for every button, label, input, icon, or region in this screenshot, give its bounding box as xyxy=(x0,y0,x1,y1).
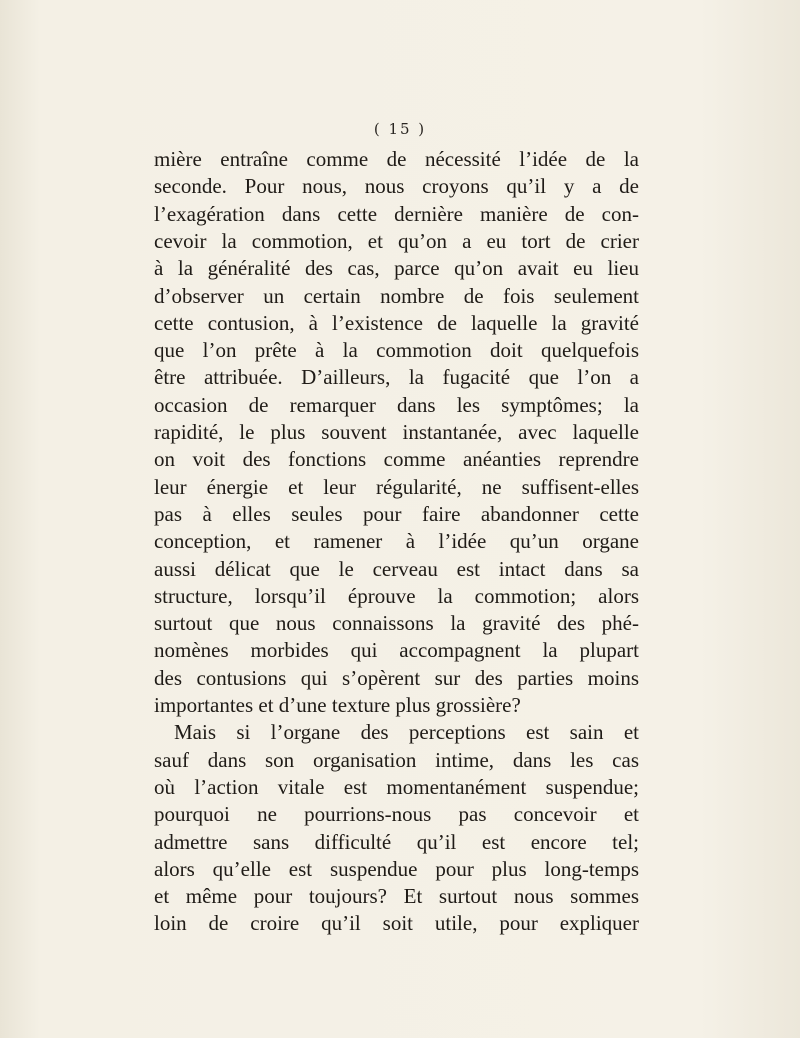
text-line: leur énergie et leur régularité, ne suffisent-elles xyxy=(154,474,639,499)
text-line: importantes et d’une texture plus grossière? xyxy=(154,693,521,717)
text-line: conception, et ramener à l’idée qu’un organe xyxy=(154,529,639,554)
text-line: admettre sans difficulté qu’il est encore tel; xyxy=(154,829,639,854)
text-line: sauf dans son organisation intime, dans les cas xyxy=(154,747,639,772)
text-line: cevoir la commotion, et qu’on a eu tort de crier xyxy=(154,228,639,253)
text-line: occasion de remarquer dans les symptômes; la xyxy=(154,392,639,417)
text-line: nomènes morbides qui accompagnent la plupart xyxy=(154,638,639,663)
text-line: des contusions qui s’opèrent sur des parties moins xyxy=(154,665,639,690)
text-line: aussi délicat que le cerveau est intact dans sa xyxy=(154,556,639,581)
text-line: à la généralité des cas, parce qu’on avait eu lieu xyxy=(154,256,639,281)
text-line: être attribuée. D’ailleurs, la fugacité que l’on a xyxy=(154,365,639,390)
text-line: seconde. Pour nous, nous croyons qu’il y a de xyxy=(154,174,639,199)
text-line: où l’action vitale est momentanément suspendue; xyxy=(154,774,639,799)
text-line: et même pour toujours? Et surtout nous sommes xyxy=(154,884,639,909)
page-number: ( 15 ) xyxy=(373,120,427,138)
text-line: mière entraîne comme de nécessité l’idée de la xyxy=(154,147,639,171)
text-line: Mais si l’organe des perceptions est sain et xyxy=(174,720,639,745)
text-line: alors qu’elle est suspendue pour plus long-temps xyxy=(154,856,639,881)
text-line: l’exagération dans cette dernière manière de con- xyxy=(154,201,639,226)
text-line: loin de croire qu’il soit utile, pour expliquer xyxy=(154,911,639,936)
text-line: pas à elles seules pour faire abandonner cette xyxy=(154,501,639,526)
text-line: pourquoi ne pourrions-nous pas concevoir et xyxy=(154,802,639,827)
text-line: structure, lorsqu’il éprouve la commotion; alors xyxy=(154,583,639,608)
text-line: rapidité, le plus souvent instantanée, avec laquelle xyxy=(154,420,639,444)
text-line: que l’on prête à la commotion doit quelquefois xyxy=(154,338,639,363)
text-line: d’observer un certain nombre de fois seulement xyxy=(154,283,639,308)
text-line: surtout que nous connaissons la gravité des phé- xyxy=(154,611,639,636)
text-line: on voit des fonctions comme anéanties reprendre xyxy=(154,447,639,472)
text-line: cette contusion, à l’existence de laquelle la gravité xyxy=(154,310,639,335)
